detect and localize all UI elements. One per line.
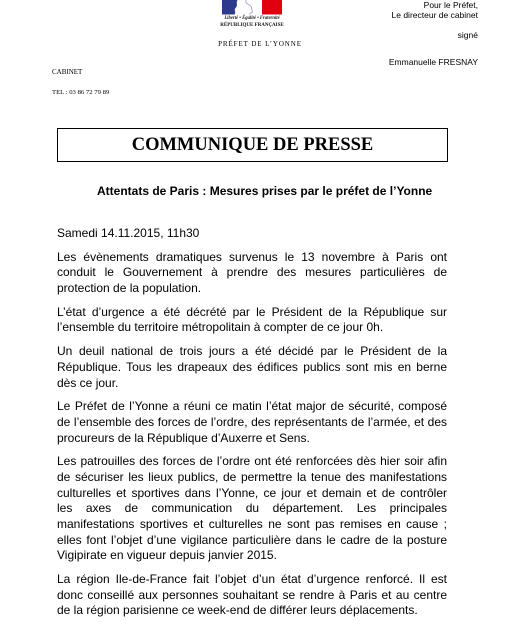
prefecture-name: PRÉFET DE L’YONNE bbox=[218, 40, 302, 48]
paragraph-line: manifestations sportives et culturelles ne sont pas remises en cause ; bbox=[57, 517, 447, 531]
press-release-title: Attentats de Paris : Mesures prises par le préfet de l’Yonne bbox=[97, 184, 433, 198]
signature-line-1: Pour le Préfet, bbox=[423, 0, 478, 10]
press-release-body bbox=[57, 226, 447, 619]
paragraph-line: dès ce jour. bbox=[57, 375, 119, 390]
paragraph-line: L’état d’urgence a été décrété par le Président de la République sur bbox=[57, 304, 447, 319]
marianne-emblem bbox=[222, 0, 282, 15]
paragraph-line: de sécuriser les lieux publics, de permettre la tenue des manifestations bbox=[57, 469, 447, 484]
republique-francaise-logo bbox=[222, 0, 282, 32]
paragraph bbox=[57, 572, 447, 619]
dateline: Samedi 14.11.2015, 11h30 bbox=[57, 226, 200, 240]
paragraph-line: donc conseillé aux personnes souhaitant se rendre à Paris et au centre bbox=[57, 587, 447, 602]
paragraph bbox=[57, 454, 447, 564]
paragraph-line: Le Préfet de l’Yonne a réuni ce matin l’état major de sécurité, composé bbox=[57, 399, 447, 414]
sender-department: CABINET bbox=[52, 68, 83, 76]
paragraph bbox=[57, 344, 447, 391]
paragraph-line: conduit le Gouvernement à prendre des mesures particulières de bbox=[57, 265, 447, 280]
paragraph-line: Les patrouilles des forces de l’ordre ont été renforcées dès hier soir afin bbox=[57, 454, 447, 469]
paragraph-line: de l’ensemble des forces de l’ordre, des représentants de l’armée, et des bbox=[57, 414, 447, 429]
paragraph-line: Un deuil national de trois jours a été décidé par le Président de la bbox=[57, 344, 447, 359]
signature-status: signé bbox=[457, 30, 478, 40]
paragraph-line: La région Ile-de-France fait l’objet d’un état d’urgence renforcé. Il est bbox=[57, 572, 447, 587]
paragraph-line: elles font l’objet d’une vigilance particulière dans le cadre de la posture bbox=[57, 532, 447, 547]
press-release-heading: COMMUNIQUE DE PRESSE bbox=[131, 135, 374, 155]
paragraph bbox=[57, 250, 447, 297]
paragraph-line: Les évènements dramatiques survenus le 13 novembre à Paris ont bbox=[57, 249, 447, 264]
paragraph bbox=[57, 305, 447, 336]
logo-motto: Liberté • Égalité • Fraternité bbox=[224, 16, 280, 21]
signature-line-2: Le directeur de cabinet bbox=[391, 10, 478, 20]
paragraph-line: procureurs de la République d’Auxerre et Sens. bbox=[57, 430, 310, 445]
paragraph-line: Vigipirate en vigueur depuis janvier 2015. bbox=[57, 548, 277, 563]
paragraph bbox=[57, 399, 447, 446]
paragraph-line: les axes de communication du département. Les principales bbox=[57, 501, 447, 516]
signature-block bbox=[308, 0, 478, 70]
sender-phone: TEL : 03 86 72 79 89 bbox=[52, 89, 110, 96]
paragraph-line: de la région parisienne ce week-end de différer leurs déplacements. bbox=[57, 603, 418, 618]
press-release-heading-box bbox=[57, 128, 448, 162]
paragraph-line: République. Tous les drapeaux des édifices publics sont mis en berne bbox=[57, 359, 447, 374]
paragraph-line: l’ensemble du territoire métropolitain à compter de ce jour 0h. bbox=[57, 320, 384, 335]
paragraph-line: protection de la population. bbox=[57, 281, 202, 296]
signatory-name: Emmanuelle FRESNAY bbox=[388, 57, 478, 67]
paragraph-line: culturelles et sportives dans l’Yonne, ce jour et demain et de contrôler bbox=[57, 485, 447, 500]
logo-republic-name: RÉPUBLIQUE FRANÇAISE bbox=[220, 22, 284, 28]
